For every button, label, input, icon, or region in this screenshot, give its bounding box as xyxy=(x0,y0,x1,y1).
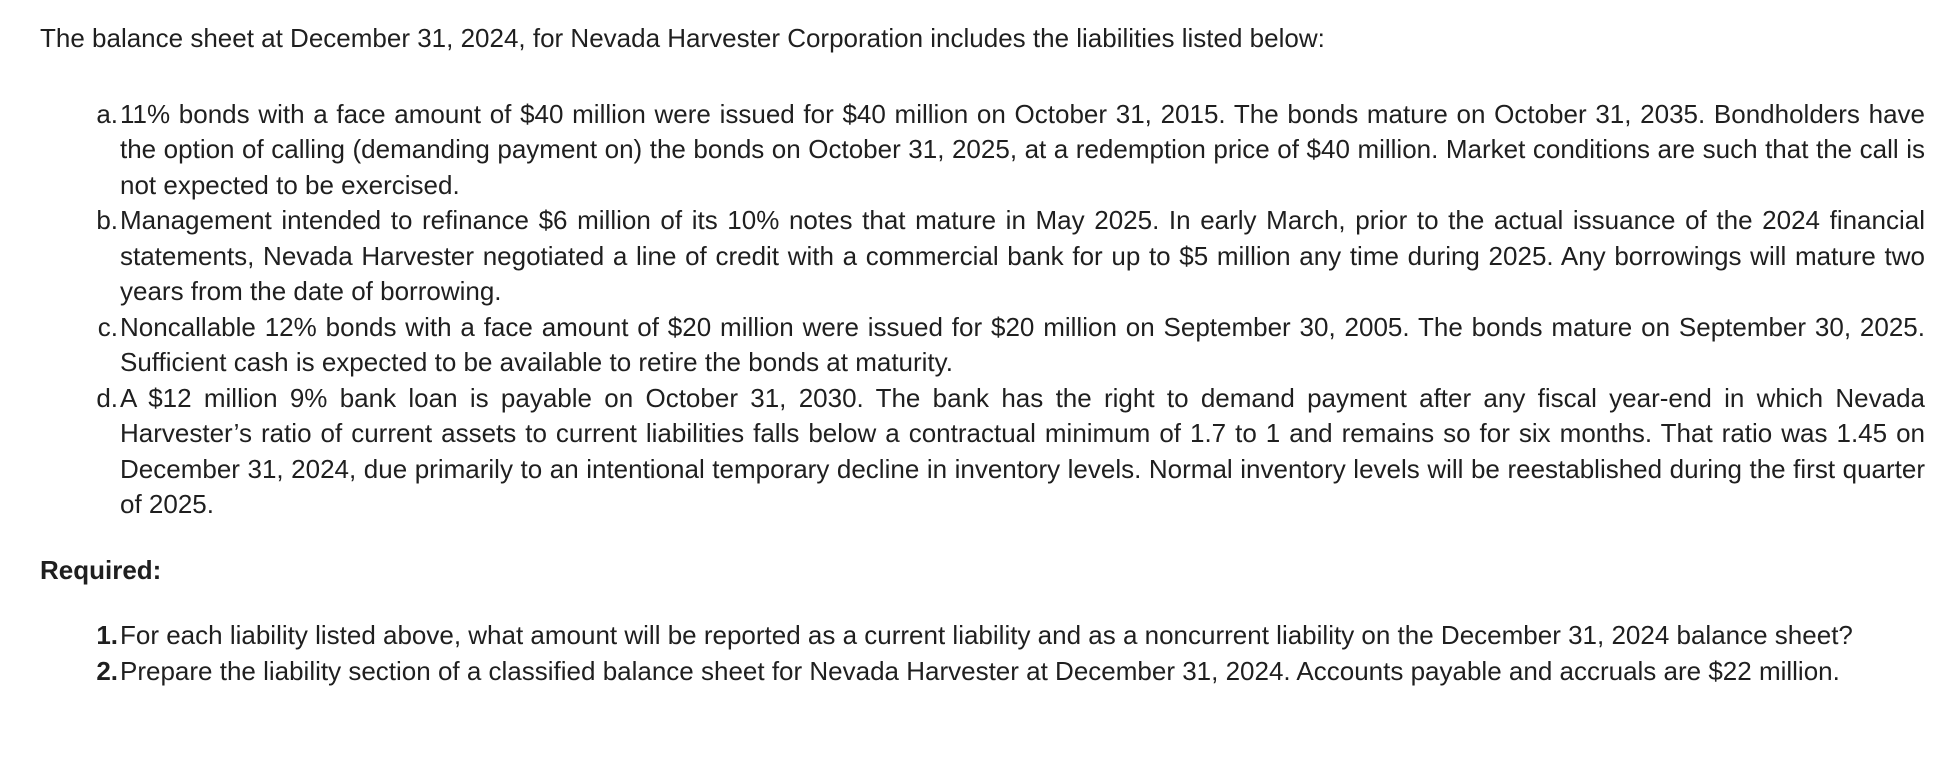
liabilities-list xyxy=(40,97,1925,523)
item-marker: c. xyxy=(97,311,118,342)
item-marker: a. xyxy=(96,98,118,129)
liability-item-a xyxy=(40,97,1925,204)
requirements-list xyxy=(40,618,1925,689)
item-text: Noncallable 12% bonds with a face amount of $20 million were issued for $20 million on September 30, 2005. The bonds mature on September 30, 2025. Sufficient cash is expected to be available to retire the bonds at maturity. xyxy=(120,311,1925,377)
intro-paragraph: The balance sheet at December 31, 2024, for Nevada Harvester Corporation includes the liabilities listed below: xyxy=(40,23,1325,53)
item-marker: b. xyxy=(96,205,118,235)
item-text: 11% bonds with a face amount of $40 million were issued for $40 million on October 31, 2015. The bonds mature on October 31, 2035. Bondholders have the option of calling (demanding payment on) the bonds on October 31, 2025, at a redemption price of $40 million. Market conditions are such that the call is not expected to be exercised. xyxy=(120,98,1925,200)
item-marker: d. xyxy=(96,382,118,413)
requirement-item-2 xyxy=(40,654,1925,690)
liability-item-c xyxy=(40,310,1925,381)
requirement-text: For each liability listed above, what amount will be reported as a current liability and as a noncurrent liability on the December 31, 2024 balance sheet? xyxy=(120,620,1853,650)
problem-document xyxy=(40,21,1925,689)
requirement-marker: 1. xyxy=(96,620,118,650)
item-text: Management intended to refinance $6 million of its 10% notes that mature in May 2025. In early March, prior to the actual issuance of the 2024 financial statements, Nevada Harvester negotiated a line of credit with a commercial bank for up to $5 million any time during 2025. Any borrowings will mature two years from the date of borrowing. xyxy=(120,205,1925,306)
liability-item-b xyxy=(40,203,1925,310)
requirement-text: Prepare the liability section of a classified balance sheet for Nevada Harvester at December 31, 2024. Accounts payable and accruals are $22 million. xyxy=(120,655,1840,686)
item-text: A $12 million 9% bank loan is payable on October 31, 2030. The bank has the right to demand payment after any fiscal year-end in which Nevada Harvester’s ratio of current assets to current liabilities falls below a contractual minimum of 1.7 to 1 and remains so for six months. That ratio was 1.45 on December 31, 2024, due primarily to an intentional temporary decline in inventory levels. Normal inventory levels will be reestablished during the first quarter of 2025. xyxy=(120,382,1925,519)
requirement-item-1 xyxy=(40,618,1925,654)
requirement-marker: 2. xyxy=(96,655,118,686)
required-heading: Required: xyxy=(40,554,162,585)
liability-item-d xyxy=(40,381,1925,523)
